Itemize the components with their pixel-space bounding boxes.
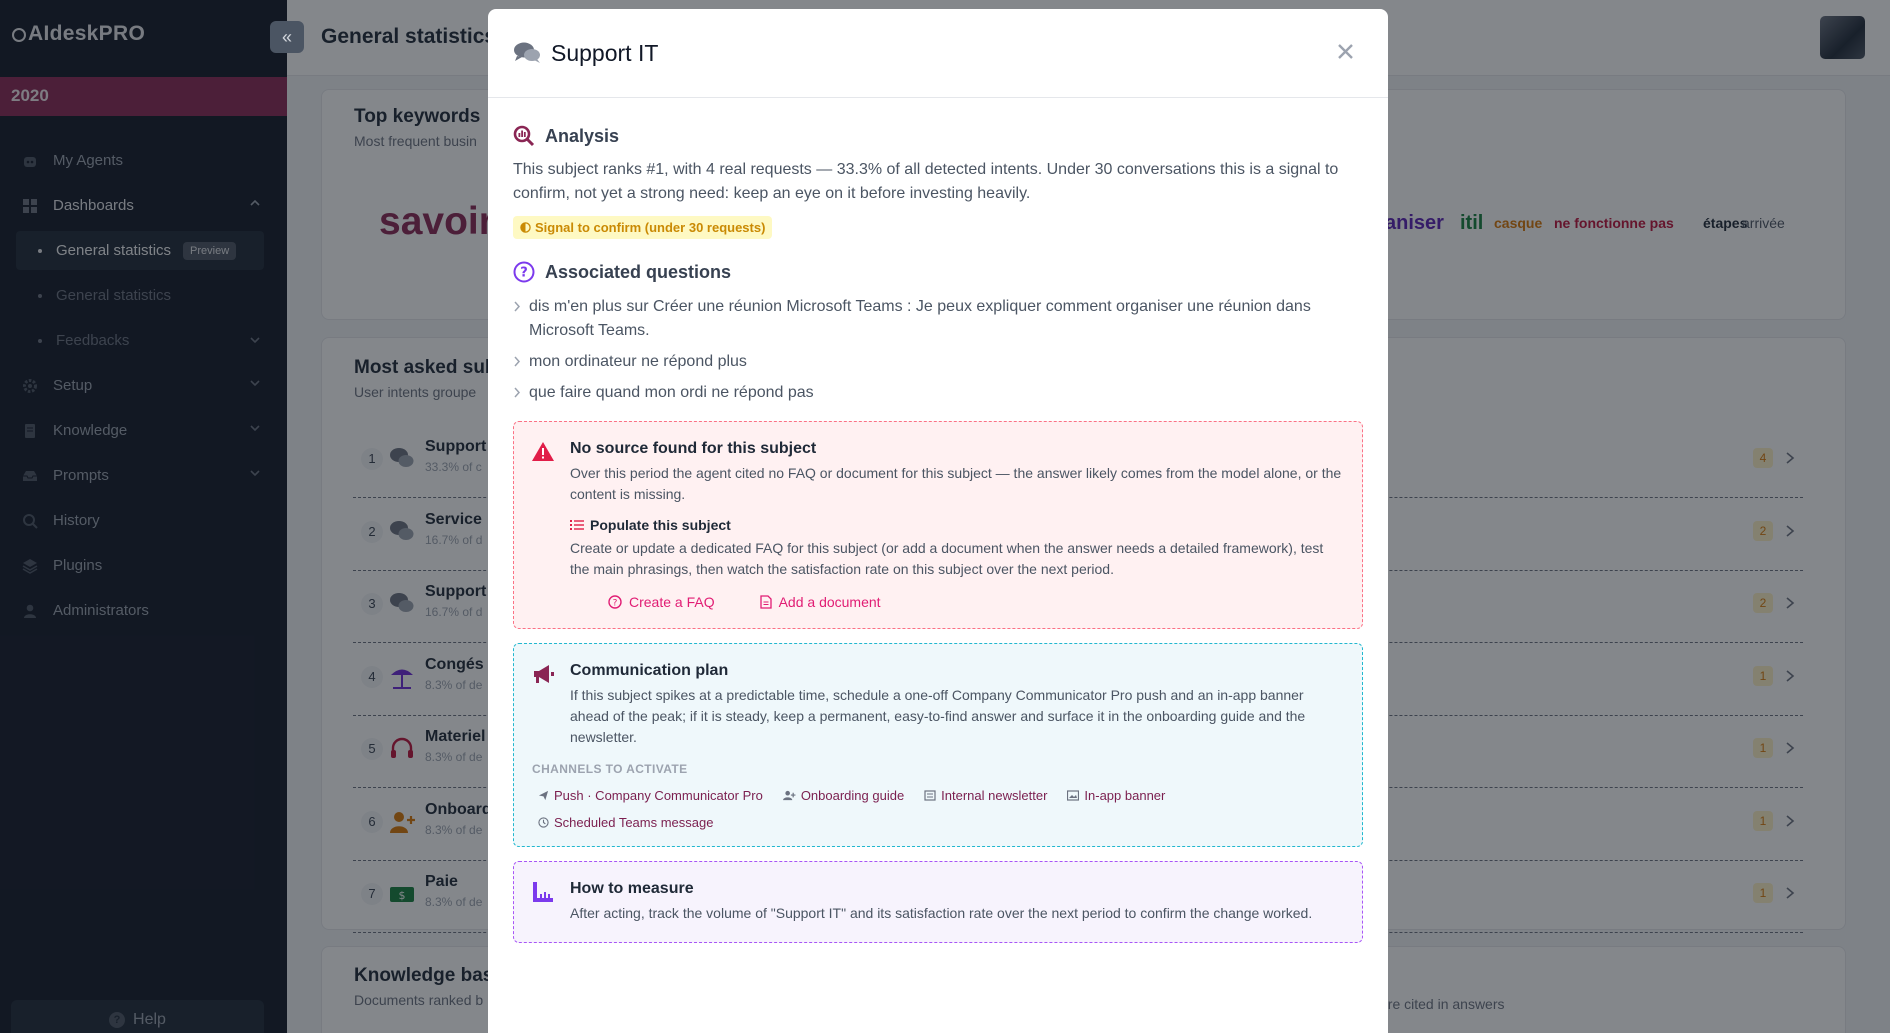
add-document-label: Add a document — [778, 594, 881, 610]
analysis-text: This subject ranks #1, with 4 real requests — 33.3% of all detected intents. Under 30 conversations this is a signal to confirm, not yet a strong need: keep an eye on it before investing heavily. — [513, 161, 1339, 202]
svg-text:?: ? — [612, 598, 618, 609]
channel-label: Scheduled Teams message — [554, 815, 714, 830]
no-source-actions — [552, 594, 1344, 610]
channel-push[interactable] — [538, 788, 763, 803]
no-source-panel — [513, 421, 1363, 629]
modal-header — [488, 9, 1388, 98]
question-text: que faire quand mon ordi ne répond pas — [529, 384, 814, 401]
clock-icon — [538, 817, 549, 828]
channel-onboarding[interactable] — [783, 788, 904, 803]
analysis-search-icon — [513, 125, 535, 147]
question-item[interactable] — [513, 381, 1363, 405]
channel-scheduled-teams[interactable] — [538, 815, 713, 830]
chevron-right-icon — [513, 301, 521, 312]
list-icon — [570, 519, 584, 531]
close-icon[interactable] — [1337, 43, 1354, 60]
channel-label: In-app banner — [1084, 788, 1166, 803]
channel-label: Push · Company Communicator Pro — [554, 788, 763, 803]
populate-heading — [570, 517, 1344, 533]
chevron-right-icon — [513, 387, 521, 398]
svg-text:?: ? — [520, 265, 528, 281]
half-circle-icon — [520, 222, 531, 233]
chevron-right-icon — [513, 356, 521, 367]
questions-list — [513, 295, 1363, 405]
question-text: mon ordinateur ne répond plus — [529, 353, 747, 370]
send-icon — [538, 790, 549, 801]
channel-label: Onboarding guide — [800, 788, 905, 803]
channel-banner[interactable] — [1067, 788, 1165, 803]
questions-title: Associated questions — [545, 261, 732, 282]
channel-label: Internal newsletter — [941, 788, 1048, 803]
measure-title: How to measure — [570, 880, 694, 897]
channel-newsletter[interactable] — [924, 788, 1047, 803]
chat-bubbles-icon — [513, 41, 541, 65]
questions-heading — [513, 261, 1363, 283]
collapse-sidebar-button[interactable] — [270, 21, 304, 53]
communication-plan-panel — [513, 643, 1363, 847]
double-chevron-left-icon: « — [281, 26, 292, 47]
add-document-button[interactable] — [760, 594, 881, 610]
populate-text: Create or update a dedicated FAQ for this subject (or add a document when the answer needs a detailed framework), test the main phrasings, then watch the satisfaction rate on this subject over the next period. — [570, 540, 1324, 577]
signal-text: Signal to confirm (under 30 requests) — [535, 220, 766, 235]
modal-title: Support IT — [551, 39, 659, 66]
question-circle-icon — [513, 261, 535, 283]
no-source-text: Over this period the agent cited no FAQ or document for this subject — the answer likely comes from the model alone, or the content is missing. — [570, 465, 1342, 502]
image-icon — [1067, 790, 1079, 801]
signal-badge — [513, 216, 772, 239]
subject-detail-modal — [488, 9, 1388, 1033]
user-plus-icon — [783, 790, 796, 801]
ruler-icon — [531, 880, 555, 904]
newspaper-icon — [924, 790, 936, 801]
question-item[interactable] — [513, 350, 1363, 374]
create-faq-label: Create a FAQ — [629, 594, 715, 610]
communication-title: Communication plan — [570, 662, 729, 679]
populate-title: Populate this subject — [590, 517, 731, 533]
question-text: dis m'en plus sur Créer une réunion Microsoft Teams : Je peux expliquer comment organiser une réunion dans Microsoft Teams. — [529, 298, 1311, 339]
how-to-measure-panel — [513, 861, 1363, 943]
question-circle-icon — [608, 595, 622, 609]
warning-icon — [531, 440, 555, 464]
document-icon — [760, 595, 772, 609]
no-source-title: No source found for this subject — [570, 440, 817, 457]
question-item[interactable] — [513, 295, 1363, 343]
channels-list — [538, 788, 1238, 830]
megaphone-icon — [531, 662, 555, 686]
create-faq-button[interactable] — [608, 594, 715, 610]
channels-heading: CHANNELS TO ACTIVATE — [532, 762, 688, 776]
communication-text: If this subject spikes at a predictable time, schedule a one-off Company Communicator Pro push and an in-app banner ahead of the peak; if it is steady, keep a permanent, easy-to-find answer and surface it in the onboarding guide and the newsletter. — [570, 687, 1306, 745]
analysis-heading — [513, 125, 1363, 147]
analysis-title: Analysis — [545, 125, 620, 146]
measure-text: After acting, track the volume of "Support IT" and its satisfaction rate over the next period to confirm the change worked. — [570, 905, 1313, 921]
